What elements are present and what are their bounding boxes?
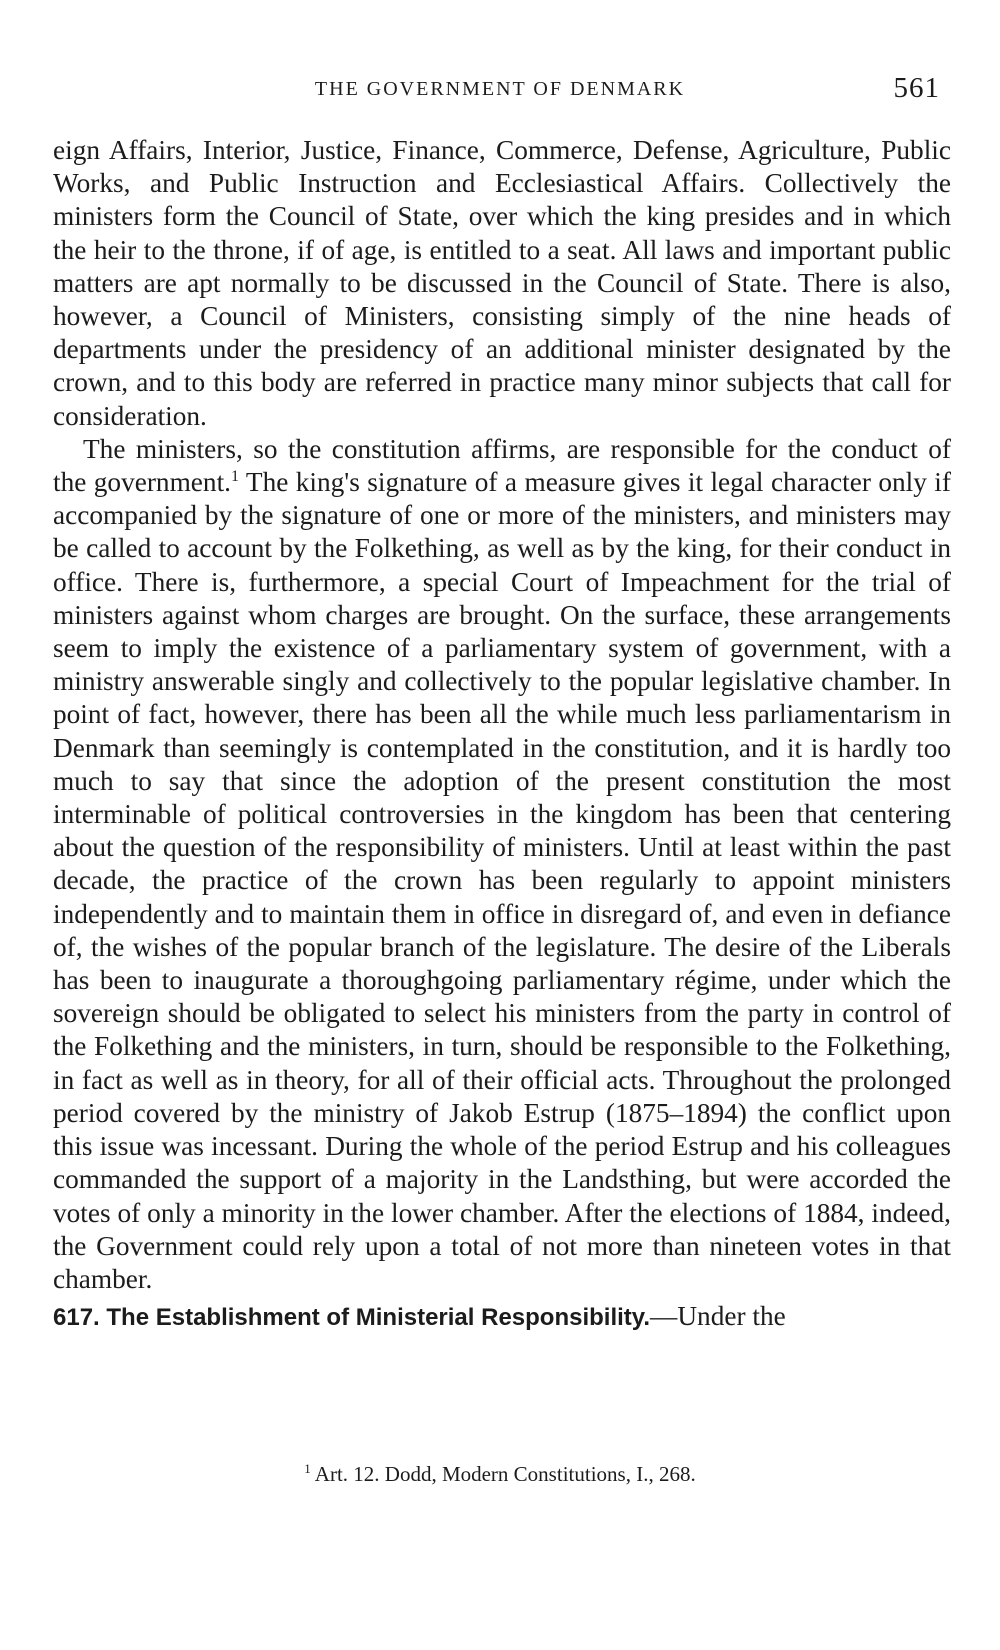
footnote-reference: 1 (230, 467, 239, 485)
paragraph-text-part: The king's signature of a measure gives it legal character only if accompanied by the signature of one or more of the ministers, and ministers may be called to account by the Folkething, as well as by the king, for their conduct in office. There is, furthermore, a special Court of Impeachment for the trial of ministers against whom charges are brought. On the surface, these arrangements seem to imply the existence of a parliamentary system of government, with a ministry answerable singly and collectively to the popular legislative chamber. In point of fact, however, there has been all the while much less parliamentarism in Denmark than seemingly is contemplated in the constitution, and it is hardly too much to say that since the adoption of the present constitution the most interminable of political controversies in the kingdom has been that centering about the question of the responsibility of ministers. Until at least within the past decade, the practice of the crown has been regularly to appoint ministers independently and to maintain them in office in disregard of, and even in defiance of, the wishes of the popular branch of the legislature. The desire of the Liberals has been to inaugurate a thoroughgoing parliamentary régime, under which the sovereign should be obligated to select his ministers from the party in control of the Folkething and the ministers, in turn, should be responsible to the Folkething, in fact as well as in theory, for all of their official acts. Throughout the prolonged period covered by the ministry of Jakob Estrup (1875–1894) the conflict upon this issue was incessant. During the whole of the period Estrup and his colleagues commanded the support of a majority in the Landsthing, but were accorded the votes of only a minority in the lower chamber. After the elections of 1884, indeed, the Government could rely upon a total of not more than nineteen votes in that chamber. (53, 467, 951, 1294)
paragraph-continued: eign Affairs, Interior, Justice, Finance, Commerce, Defense, Agriculture, Public Works, and Public Instruction and Ecclesiastical Affairs. Collectively the ministers form the Council of State, over which the king presides and in which the heir to the throne, if of age, is entitled to a seat. All laws and important public matters are apt normally to be discussed in the Council of State. There is also, however, a Council of Ministers, consisting simply of the nine heads of departments under the presidency of an additional minister designated by the crown, and to this body are referred in practice many minor subjects that call for consideration. (53, 135, 951, 431)
page-number: 561 (893, 72, 940, 104)
paragraph-text-part: The ministers, so the constitution affirms, are responsible for the conduct of the government. (53, 433, 951, 498)
footnote-mark: 1 (304, 1461, 311, 1476)
section-lead-text: —Under the (650, 1301, 786, 1332)
body-text (53, 134, 951, 1334)
footnote-text: Art. 12. Dodd, Modern Constitutions, I., 268. (314, 1462, 696, 1486)
section-paragraph (53, 1300, 951, 1334)
footnote (0, 1462, 1000, 1487)
paragraph-ministers-responsible (53, 433, 951, 1296)
page-header (0, 72, 1000, 108)
section-heading: 617. The Establishment of Ministerial Responsibility. (53, 1304, 651, 1332)
running-title: THE GOVERNMENT OF DENMARK (314, 78, 686, 100)
